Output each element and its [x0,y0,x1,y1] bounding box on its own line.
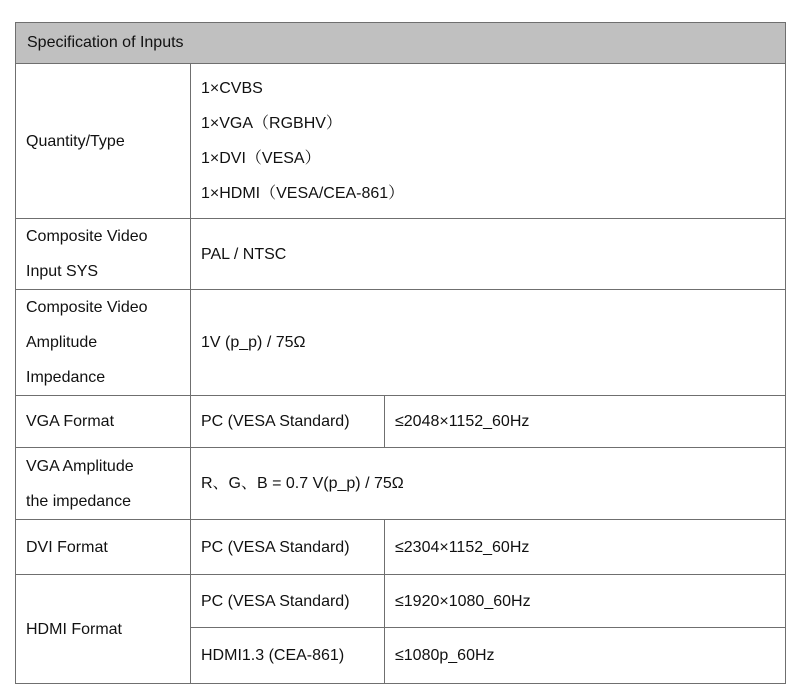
table-header-row [16,23,786,64]
table-row [16,290,786,396]
table-row [16,575,786,628]
row-value: ≤2048×1152_60Hz [385,396,786,448]
row-label: VGA Format [16,396,191,448]
table-row [16,219,786,290]
row-value: PAL / NTSC [191,219,786,290]
spec-table [15,22,786,684]
row-standard: PC (VESA Standard) [191,520,385,575]
row-label: HDMI Format [16,575,191,684]
table-row [16,448,786,520]
row-label: Composite Video Input SYS [16,219,191,290]
row-label: Composite Video Amplitude Impedance [16,290,191,396]
row-value: R、G、B = 0.7 V(p_p) / 75Ω [191,448,786,520]
quantity-value: 1×DVI（VESA） [201,150,321,167]
quantity-value: 1×HDMI（VESA/CEA-861） [201,185,405,202]
row-value: 1V (p_p) / 75Ω [191,290,786,396]
quantity-values [191,64,786,219]
row-label: DVI Format [16,520,191,575]
row-value: ≤2304×1152_60Hz [385,520,786,575]
row-label: Quantity/Type [16,64,191,219]
row-standard: PC (VESA Standard) [191,396,385,448]
table-title: Specification of Inputs [16,23,786,64]
quantity-value: 1×VGA（RGBHV） [201,115,342,132]
row-value: ≤1080p_60Hz [385,628,786,684]
table-row [16,520,786,575]
table-row [16,64,786,219]
row-standard: HDMI1.3 (CEA-861) [191,628,385,684]
quantity-value: 1×CVBS [201,80,263,97]
row-label: VGA Amplitude the impedance [16,448,191,520]
row-standard: PC (VESA Standard) [191,575,385,628]
row-value: ≤1920×1080_60Hz [385,575,786,628]
table-row [16,396,786,448]
